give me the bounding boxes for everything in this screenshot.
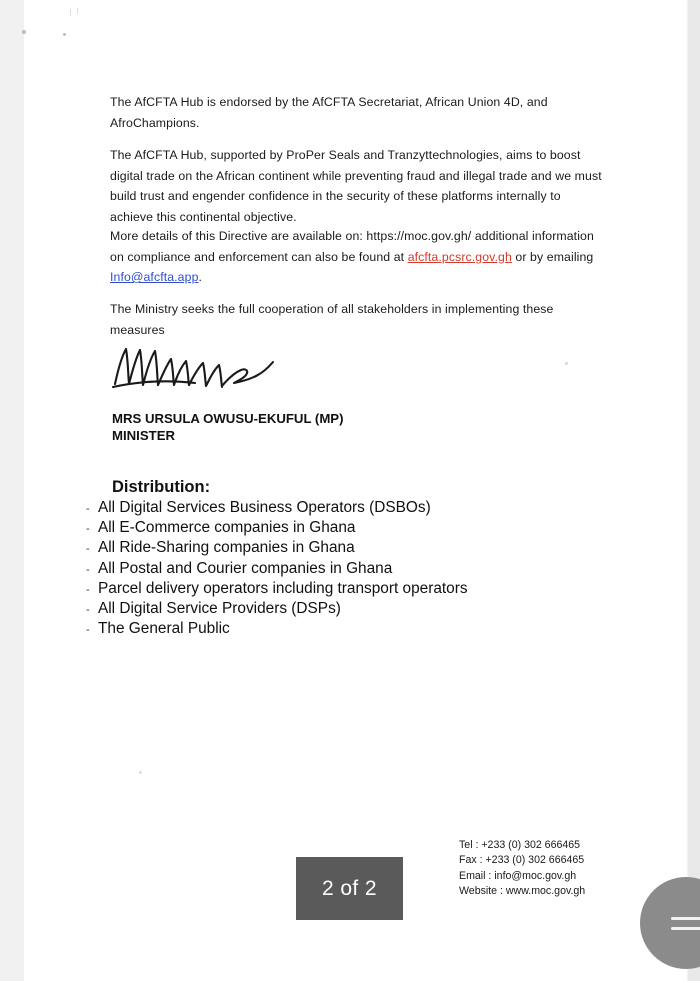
paragraph-endorsement: The AfCFTA Hub is endorsed by the AfCFTA Secretariat, African Union 4D, and AfroChampions. — [110, 95, 548, 130]
page-left-gutter — [0, 0, 24, 981]
afcfta-email-link[interactable]: Info@afcfta.app — [110, 270, 199, 285]
contact-website: Website : www.moc.gov.gh — [459, 885, 586, 898]
list-item: - All Digital Service Providers (DSPs) — [86, 599, 606, 619]
scan-speck — [22, 30, 26, 34]
distribution-heading: Distribution: — [112, 478, 211, 496]
contact-tel: Tel : +233 (0) 302 666465 — [459, 839, 581, 851]
menu-bar — [671, 917, 700, 920]
list-item: - Parcel delivery operators including transport operators — [86, 579, 606, 599]
scan-speck — [139, 771, 142, 774]
contact-block — [459, 838, 585, 900]
list-item: - The General Public — [86, 619, 606, 639]
menu-bar — [671, 927, 700, 930]
list-item: - All E-Commerce companies in Ghana — [86, 518, 606, 538]
paragraph-cooperation: The Ministry seeks the full cooperation of all stakeholders in implementing these measures — [110, 302, 554, 337]
details-text-end: . — [198, 270, 203, 285]
contact-fax: Fax : +233 (0) 302 666465 — [459, 854, 585, 867]
signature-mark — [110, 340, 280, 395]
afcfta-pcsrc-link[interactable]: afcfta.pcsrc.gov.gh — [407, 249, 512, 264]
scan-speck — [63, 33, 66, 36]
paragraph-details — [110, 226, 602, 287]
signer-name: MRS URSULA OWUSU-EKUFUL (MP) — [112, 411, 344, 426]
scan-speck — [70, 9, 71, 16]
page-right-edge — [688, 0, 700, 981]
paragraph-objective: The AfCFTA Hub, supported by ProPer Seals and Tranzyttechnologies, aims to boost digital trade on the African continent while preventing fraud and illegal trade and we must build trust and engender confidence in the security of these platforms internally to achieve this continental objective. — [110, 148, 602, 224]
scan-speck — [77, 8, 78, 14]
contact-email: Email : info@moc.gov.gh — [459, 869, 577, 882]
scan-speck — [565, 362, 568, 365]
signer-title: MINISTER — [112, 427, 176, 443]
page-indicator-badge — [296, 857, 403, 920]
details-text-lead: More details of this Directive are available on: https://moc.gov.gh/ additional information on compliance and enforcement can also be found at — [110, 229, 594, 264]
list-item: - All Digital Services Business Operators (DSBOs) — [86, 498, 606, 518]
page-indicator-label: 2 of 2 — [322, 876, 377, 900]
distribution-list — [86, 498, 606, 639]
signer-block — [112, 411, 344, 444]
details-text-mid: or by emailing — [511, 249, 594, 264]
list-item: - All Postal and Courier companies in Ghana — [86, 559, 606, 579]
list-item: - All Ride-Sharing companies in Ghana — [86, 538, 606, 558]
